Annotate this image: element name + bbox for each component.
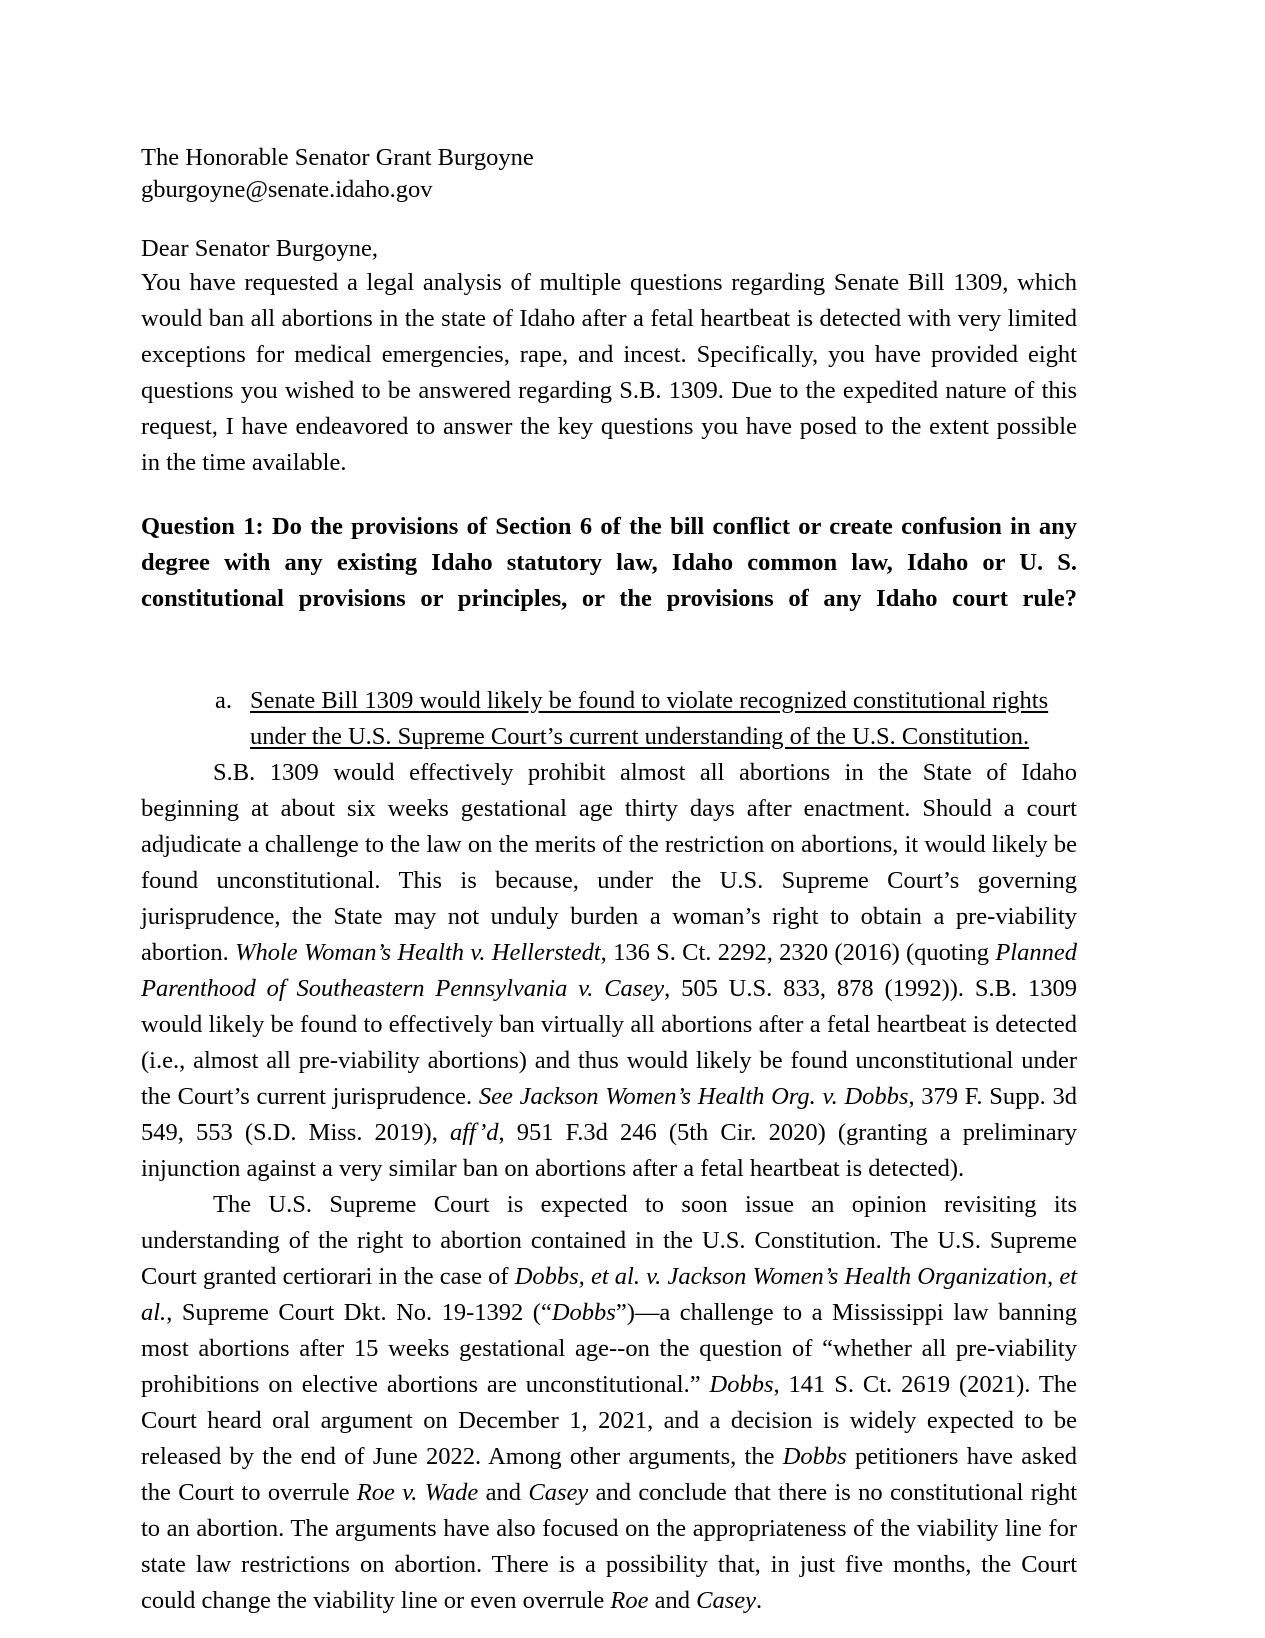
- p3-segment-3: ”)—a challenge to a Mississippi law banning most abortions after 15 weeks gestational age--on the question of “whether all pre-viability prohibitions on elective abortions are unconstitutional.”: [141, 1298, 1077, 1398]
- p2-citation-jackson-womens-health: Jackson Women’s Health Org. v. Dobbs: [519, 1082, 909, 1110]
- p3-citation-casey-2: Casey: [696, 1586, 757, 1614]
- p3-citation-casey-1: Casey: [528, 1478, 589, 1506]
- p3-citation-roe-v-wade: Roe v. Wade: [356, 1478, 479, 1506]
- p3-segment-1: The U.S. Supreme Court is expected to soon issue an opinion revisiting its understanding of the right to abortion contained in the U.S. Constitution. The U.S. Supreme Court granted certiorari in the case of: [141, 1190, 1077, 1290]
- p3-citation-roe-2: Roe: [610, 1586, 649, 1614]
- salutation: Dear Senator Burgoyne,: [141, 234, 378, 262]
- p3-segment-5: petitioners have asked the Court to overrule: [141, 1442, 1078, 1506]
- p2-segment-5: , 379 F. Supp. 3d 549, 553 (S.D. Miss. 2019),: [141, 1082, 1078, 1146]
- list-item: [215, 683, 1077, 755]
- list-item-text: Senate Bill 1309 would likely be found to violate recognized constitutional rights under the U.S. Supreme Court’s current understanding of the U.S. Constitution.: [250, 686, 1049, 750]
- p2-citation-whole-womans-health: Whole Woman’s Health v. Hellerstedt: [235, 938, 601, 966]
- paragraph-2: [141, 755, 1077, 1187]
- p3-short-cite-dobbs-3: Dobbs: [782, 1442, 847, 1470]
- p2-segment-6: , 951 F.3d 246 (5th Cir. 2020) (granting a preliminary injunction against a very similar ban on abortions after a fetal heartbeat is detected).: [141, 1118, 1078, 1182]
- p2-signal-affd: aff’d: [449, 1118, 499, 1146]
- recipient-name: The Honorable Senator Grant Burgoyne: [141, 144, 534, 171]
- p3-citation-dobbs-v-jackson: Dobbs, et al. v. Jackson Women’s Health Organization, et al.: [141, 1262, 1077, 1326]
- p2-citation-planned-parenthood-casey: Planned Parenthood of Southeastern Pennsylvania v. Casey: [141, 938, 1077, 1002]
- p2-segment-1: S.B. 1309 would effectively prohibit almost all abortions in the State of Idaho beginning at about six weeks gestational age thirty days after enactment. Should a court adjudicate a challenge to the law on the merits of the restriction on abortions, it would likely be found unconstitutional. This is because, under the U.S. Supreme Court’s governing jurisprudence, the State may not unduly burden a woman’s right to obtain a pre-viability abortion.: [141, 758, 1077, 966]
- paragraph-3: [141, 1187, 1077, 1619]
- p3-short-cite-dobbs-1: Dobbs: [551, 1298, 616, 1326]
- p3-segment-4: , 141 S. Ct. 2619 (2021). The Court heard oral argument on December 1, 2021, and a decision is widely expected to be released by the end of June 2022. Among other arguments, the: [141, 1370, 1077, 1470]
- p3-segment-6: and: [478, 1478, 529, 1506]
- answer-list: [141, 683, 1077, 755]
- p3-short-cite-dobbs-2: Dobbs: [709, 1370, 774, 1398]
- p2-segment-2: , 136 S. Ct. 2292, 2320 (2016) (quoting: [600, 938, 996, 966]
- p2-signal-see: See: [478, 1082, 513, 1110]
- recipient-email: gburgoyne@senate.idaho.gov: [141, 175, 433, 203]
- intro-paragraph: You have requested a legal analysis of multiple questions regarding Senate Bill 1309, which would ban all abortions in the state of Idaho after a fetal heartbeat is detected with very limited exceptions for medical emergencies, rape, and incest. Specifically, you have provided eight questions you wished to be answered regarding S.B. 1309. Due to the expedited nature of this request, I have endeavored to answer the key questions you have posed to the extent possible in the time available.: [141, 268, 1077, 476]
- p3-segment-2: , Supreme Court Dkt. No. 19-1392 (“: [166, 1298, 552, 1326]
- p2-segment-4: [513, 1083, 520, 1110]
- letter-body: [141, 142, 1077, 1619]
- p2-segment-3: , 505 U.S. 833, 878 (1992)). S.B. 1309 would likely be found to effectively ban virtually all abortions after a fetal heartbeat is detected (i.e., almost all pre-viability abortions) and thus would likely be found unconstitutional under the Court’s current jurisprudence.: [141, 974, 1077, 1110]
- list-item-marker: a.: [215, 686, 232, 714]
- question-1-heading: Question 1: Do the provisions of Section 6 of the bill conflict or create confusion in any degree with any existing Idaho statutory law, Idaho common law, Idaho or U. S. constitutional provisions or principles, or the provisions of any Idaho court rule?: [141, 512, 1077, 612]
- p3-segment-9: .: [756, 1586, 763, 1614]
- p3-segment-7: and conclude that there is no constitutional right to an abortion. The arguments have also focused on the appropriateness of the viability line for state law restrictions on abortion. There is a possibility that, in just five months, the Court could change the viability line or even overrule: [141, 1478, 1078, 1614]
- p3-segment-8: and: [648, 1586, 697, 1614]
